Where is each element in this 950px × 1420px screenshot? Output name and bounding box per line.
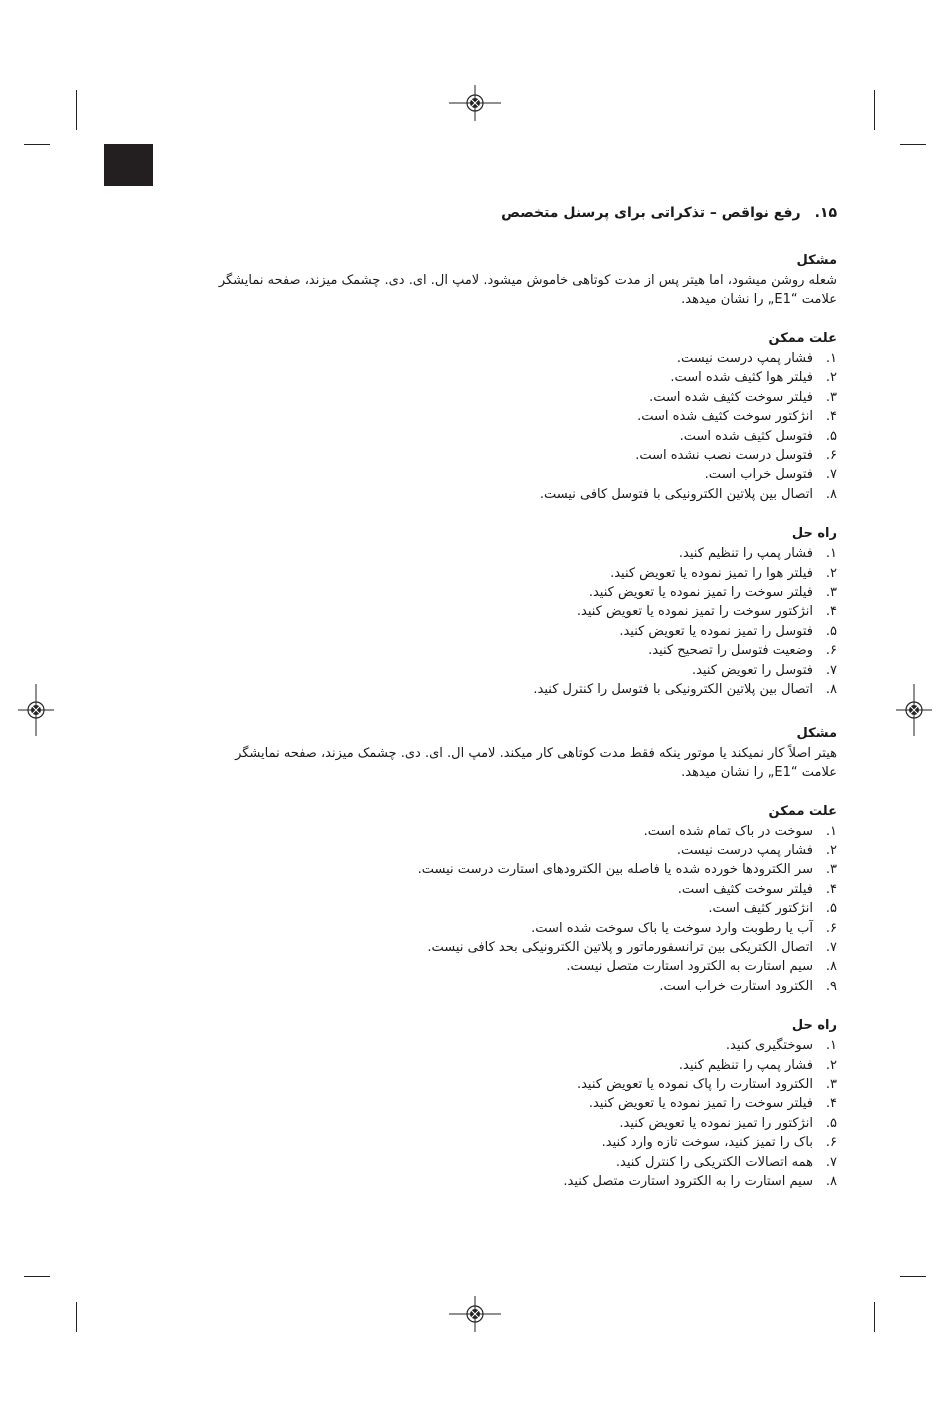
list-item <box>157 407 837 426</box>
crop-mark <box>874 1302 875 1332</box>
list-item-number: ۸. <box>825 1174 837 1189</box>
crop-mark <box>24 144 50 145</box>
list-item <box>157 544 837 563</box>
registration-mark-top <box>447 83 503 123</box>
list-item <box>157 583 837 602</box>
list-item-number: ۳. <box>825 585 837 601</box>
list-item <box>157 485 837 504</box>
list-item-text: الکترود استارت را پاک نموده یا تعویض کنید. <box>576 1076 813 1092</box>
list-item <box>157 388 837 407</box>
list-item-text: باک را تمیز کنید، سوخت تازه وارد کنید. <box>601 1135 813 1151</box>
crop-mark <box>24 1276 50 1277</box>
problem-block-1 <box>157 253 837 309</box>
cause-block-2 <box>157 804 837 997</box>
list-item-number: ۴. <box>825 409 837 425</box>
list-item-number: ۲. <box>825 565 837 581</box>
list-item <box>157 841 837 860</box>
list-item <box>157 680 837 699</box>
list-item-number: ۷. <box>825 662 837 678</box>
list-item-number: ۵. <box>825 623 837 639</box>
list-item-text: انژکتور را تمیز نموده یا تعویض کنید. <box>619 1115 813 1131</box>
list-item-number: ۳. <box>825 862 837 878</box>
problem-block-2 <box>157 726 837 782</box>
list-item-number: ۴. <box>825 604 837 620</box>
list-item-number: ۶. <box>825 1135 837 1151</box>
list-item <box>157 860 837 879</box>
list-item <box>157 661 837 680</box>
cause-list <box>157 349 837 504</box>
list-item-number: ۶. <box>825 448 837 464</box>
list-item-number: ۳. <box>825 389 837 405</box>
list-item <box>157 349 837 368</box>
list-item-text: فتوسل درست نصب نشده است. <box>635 448 813 464</box>
list-item-number: ۵. <box>825 428 837 444</box>
problem-text-line: علامت “E1„ را نشان میدهد. <box>681 764 837 780</box>
list-item-number: ۲. <box>825 842 837 858</box>
list-item <box>157 938 837 957</box>
list-item-text: فتوسل را تمیز نموده یا تعویض کنید. <box>619 623 813 639</box>
section-number: ۱۵. <box>814 205 837 221</box>
solution-list <box>157 544 837 699</box>
solution-label: راه حل <box>791 1018 837 1034</box>
cause-block-1 <box>157 331 837 504</box>
list-item-number: ۸. <box>825 486 837 502</box>
list-item-text: فشار پمپ درست نیست. <box>676 842 813 858</box>
list-item-text: فیلتر سوخت را تمیز نموده یا تعویض کنید. <box>588 1096 813 1112</box>
crop-mark <box>76 1302 77 1332</box>
solution-block-2 <box>157 1018 837 1191</box>
list-item <box>157 1172 837 1191</box>
registration-mark-left <box>16 682 56 738</box>
list-item-number: ۸. <box>825 682 837 698</box>
list-item <box>157 564 837 583</box>
list-item-text: سر الکترودها خورده شده یا فاصله بین الکترودهای استارت درست نیست. <box>417 862 813 878</box>
section-title: رفع نواقص – تذکراتی برای پرسنل متخصص <box>501 205 801 221</box>
list-item-number: ۳. <box>825 1076 837 1092</box>
list-item-text: انژکتور سوخت را تمیز نموده یا تعویض کنید. <box>576 604 813 620</box>
list-item <box>157 1036 837 1055</box>
list-item-number: ۲. <box>825 1057 837 1073</box>
list-item-number: ۱. <box>825 546 837 562</box>
list-item-text: فتوسل خراب است. <box>704 467 813 483</box>
list-item-number: ۷. <box>825 1154 837 1170</box>
problem-text-line: علامت “E1„ را نشان میدهد. <box>681 292 837 307</box>
list-item-number: ۱. <box>825 1038 837 1054</box>
list-item <box>157 899 837 918</box>
problem-label: مشکل <box>796 725 837 741</box>
list-item <box>157 1153 837 1172</box>
list-item-text: فیلتر هوا را تمیز نموده یا تعویض کنید. <box>610 565 813 581</box>
list-item-text: فیلتر هوا کثیف شده است. <box>670 370 813 386</box>
list-item <box>157 1094 837 1113</box>
solution-label: راه حل <box>791 526 837 542</box>
list-item-text: سوخت در باک تمام شده است. <box>643 823 813 839</box>
list-item-number: ۵. <box>825 901 837 917</box>
list-item-text: فیلتر سوخت را تمیز نموده یا تعویض کنید. <box>588 585 813 601</box>
list-item <box>157 1114 837 1133</box>
list-item-number: ۵. <box>825 1115 837 1131</box>
list-item-text: اتصال بین پلاتین الکترونیکی با فتوسل را کنترل کنید. <box>533 682 813 698</box>
problem-text-line: شعله روشن میشود، اما هیتر پس از مدت کوتاهی خاموش میشود. لامپ ال. ای. دی. چشمک میزند، صفحه نمایشگر <box>218 273 837 288</box>
list-item <box>157 427 837 446</box>
list-item-text: انژکتور سوخت کثیف شده است. <box>637 409 813 425</box>
list-item <box>157 1056 837 1075</box>
list-item <box>157 602 837 621</box>
crop-mark <box>76 90 77 130</box>
list-item <box>157 446 837 465</box>
solution-block-1 <box>157 526 837 699</box>
list-item-text: فتوسل کثیف شده است. <box>679 428 813 444</box>
list-item-text: اتصال بین پلاتین الکترونیکی با فتوسل کافی نیست. <box>539 486 813 502</box>
list-item-number: ۶. <box>825 643 837 659</box>
list-item <box>157 957 837 976</box>
list-item <box>157 822 837 841</box>
list-item-text: همه اتصالات الکتریکی را کنترل کنید. <box>615 1154 813 1170</box>
chapter-tab-marker <box>104 144 153 186</box>
list-item-text: اتصال الکتریکی بین ترانسفورماتور و پلاتین الکترونیکی بحد کافی نیست. <box>427 939 813 955</box>
list-item <box>157 1075 837 1094</box>
list-item <box>157 919 837 938</box>
list-item-text: فشار پمپ را تنظیم کنید. <box>678 1057 813 1073</box>
cause-label: علت ممکن <box>768 803 837 819</box>
list-item <box>157 368 837 387</box>
list-item-text: سیم استارت به الکترود استارت متصل نیست. <box>566 959 813 975</box>
list-item <box>157 1133 837 1152</box>
crop-mark <box>900 144 926 145</box>
list-item-text: فتوسل را تعویض کنید. <box>691 662 813 678</box>
list-item-number: ۶. <box>825 920 837 936</box>
list-item-text: سوختگیری کنید. <box>725 1038 813 1054</box>
list-item-text: سیم استارت را به الکترود استارت متصل کنید. <box>563 1174 813 1189</box>
solution-list <box>157 1036 837 1191</box>
list-item-text: فشار پمپ را تنظیم کنید. <box>678 546 813 562</box>
list-item-number: ۱. <box>825 351 837 366</box>
troubleshooting-section <box>157 205 837 1213</box>
list-item <box>157 641 837 660</box>
list-item-number: ۹. <box>825 978 837 994</box>
list-item-text: انژکتور کثیف است. <box>708 901 813 917</box>
list-item <box>157 880 837 899</box>
list-item-text: فیلتر سوخت کثیف شده است. <box>649 389 813 405</box>
cause-list <box>157 822 837 997</box>
list-item <box>157 622 837 641</box>
list-item-text: الکترود استارت خراب است. <box>659 978 813 994</box>
crop-mark <box>874 90 875 130</box>
problem-label: مشکل <box>796 253 837 268</box>
list-item-number: ۷. <box>825 939 837 955</box>
section-heading <box>157 205 837 221</box>
list-item-text: آب یا رطوبت وارد سوخت یا باک سوخت شده است. <box>531 920 813 936</box>
list-item-number: ۴. <box>825 1096 837 1112</box>
list-item-number: ۲. <box>825 370 837 386</box>
problem-text-line: هیتر اصلاً کار نمیکند یا موتور ینکه فقط مدت کوتاهی کار میکند. لامپ ال. ای. دی. چشمک میزند، صفحه نمایشگر <box>235 745 837 761</box>
list-item-text: فیلتر سوخت کثیف است. <box>677 881 813 897</box>
list-item-text: وضعیت فتوسل را تصحیح کنید. <box>648 643 813 659</box>
crop-mark <box>900 1276 926 1277</box>
list-item-number: ۷. <box>825 467 837 483</box>
list-item-number: ۴. <box>825 881 837 897</box>
list-item-text: فشار پمپ درست نیست. <box>676 351 813 366</box>
cause-label: علت ممکن <box>768 331 837 346</box>
registration-mark-bottom <box>447 1294 503 1334</box>
list-item <box>157 465 837 484</box>
list-item-number: ۱. <box>825 823 837 839</box>
list-item <box>157 977 837 996</box>
registration-mark-right <box>894 682 934 738</box>
list-item-number: ۸. <box>825 959 837 975</box>
